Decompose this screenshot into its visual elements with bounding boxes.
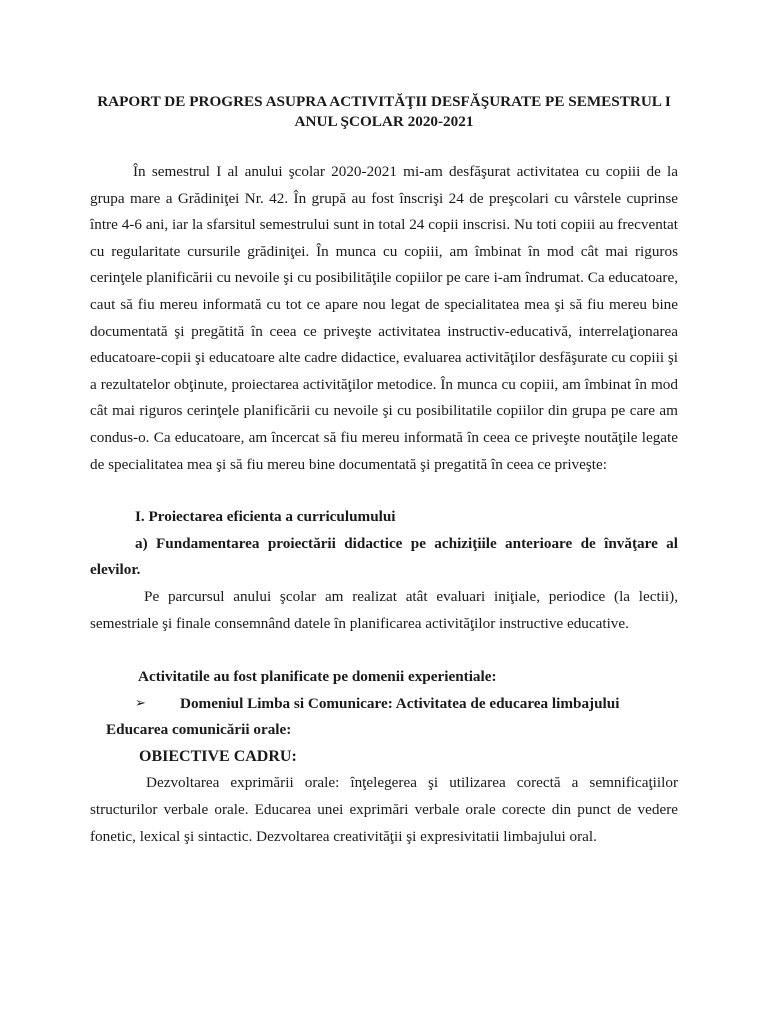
intro-paragraph: În semestrul I al anului şcolar 2020-2021 mi-am desfăşurat activitatea cu copiii de la grupa mare a Grădiniţei Nr. 42. În grupă au fost înscrişi 24 de preşcolari cu vârstele cuprinse între 4-6 ani, iar la sfarsitul semestrului sunt in total 24 copii inscrisi. Nu toti copiii au frecventat cu regularitate cursurile grădiniţei. În munca cu copiii, am îmbinat în mod cât mai riguros cerinţele planificării cu nevoile şi cu posibilităţile copiilor pe care i-am îndrumat. Ca educatoare, caut să fiu mereu informată cu tot ce apare nou legat de specialitatea mea şi să fiu mereu bine documentată şi pregătită în ceea ce priveşte activitatea instructiv-educativă, interrelaţionarea educatoare-copii şi educatoare alte cadre didactice, evaluarea activităţilor desfăşurate cu copiii şi a rezultatelor obţinute, proiectarea activităţilor metodice. În munca cu copiii, am îmbinat în mod cât mai riguros cerinţele planificării cu nevoile şi cu posibilitatile copiilor din grupa pe care am condus-o. Ca educatoare, am încercat să fiu mereu informată în ceea ce priveşte noutăţile legate de specialitatea mea şi să fiu mereu bine documentată şi pregatită în ceea ce priveşte: [90, 163, 678, 473]
objectives-heading: OBIECTIVE CADRU: [139, 747, 297, 765]
bullet-item-domain [90, 691, 678, 718]
activities-heading: Activitatile au fost planificate pe domenii experientiale: [138, 668, 497, 686]
document-title-line-1: RAPORT DE PROGRES ASUPRA ACTIVITĂŢII DESFĂŞURATE PE SEMESTRUL I [97, 93, 671, 110]
section-1-title: I. Proiectarea eficienta a curriculumului [135, 508, 396, 526]
subsection-a-body: Pe parcursul anului şcolar am realizat atât evaluari iniţiale, periodice (la lectii), semestriale şi finale consemnând datele în planificarea activităţilor instructive educative. [90, 587, 678, 632]
document-title-line-2: ANUL ŞCOLAR 2020-2021 [294, 113, 474, 130]
education-heading: Educarea comunicării orale: [106, 721, 292, 739]
arrow-bullet-icon: ➢ [135, 695, 146, 711]
objectives-body: Dezvoltarea exprimării orale: înţelegerea şi utilizarea corectă a semnificaţiilor structurilor verbale orale. Educarea unei exprimări verbale orale corecte din punct de vedere fonetic, lexical şi sintactic. Dezvoltarea creativităţii şi expresivitatii limbajului oral. [90, 774, 678, 845]
bullet-domain-text: Domeniul Limba si Comunicare: Activitatea de educarea limbajului [180, 694, 620, 712]
subsection-a-title: a) Fundamentarea proiectării didactice pe achiziţiile anterioare de învăţare al elevilor. [90, 534, 678, 579]
